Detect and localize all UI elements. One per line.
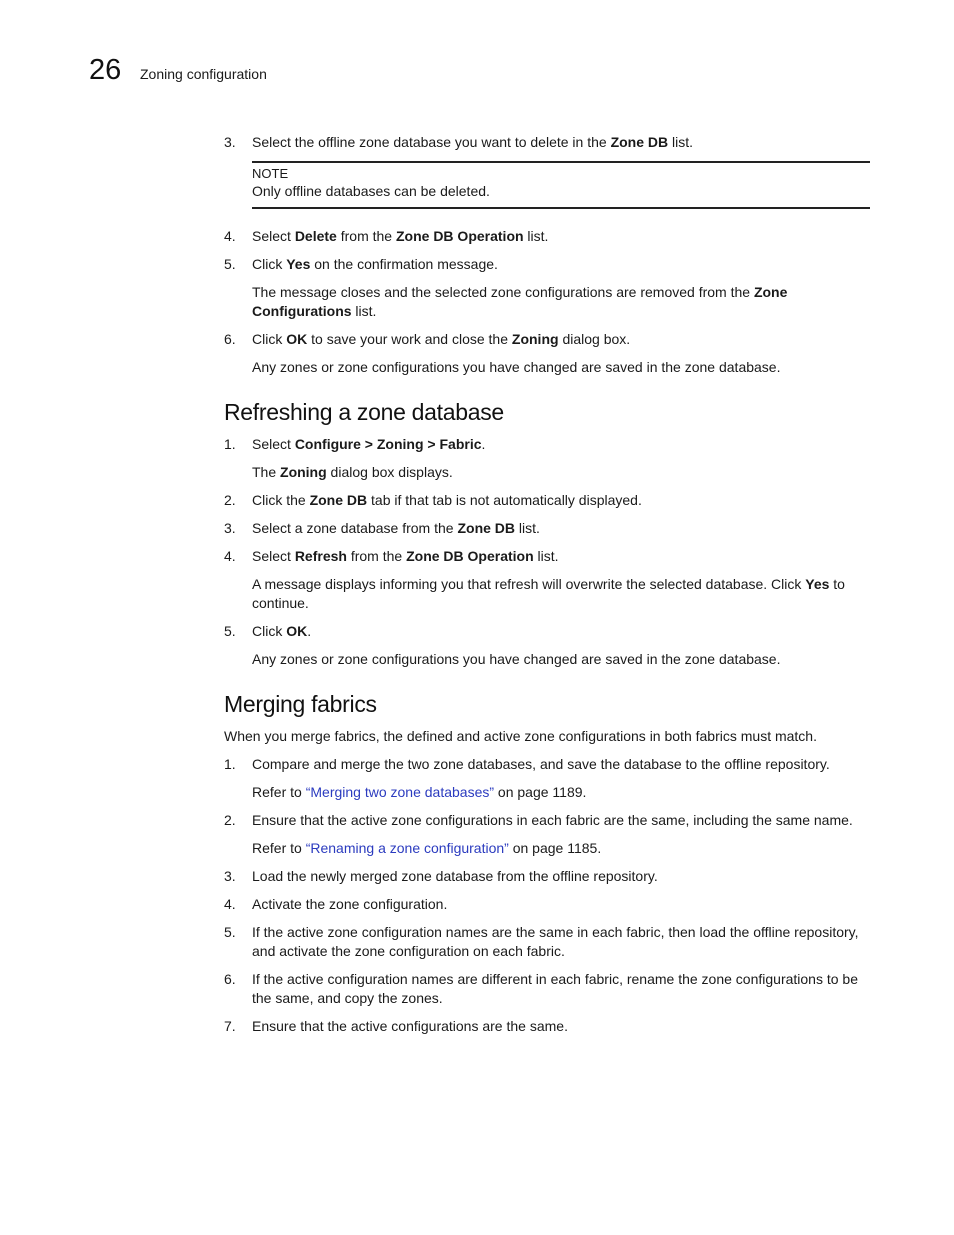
merge-step-5	[224, 923, 870, 961]
section-heading-refreshing: Refreshing a zone database	[224, 399, 504, 425]
merge-step-3	[224, 867, 870, 886]
delete-step-6	[224, 330, 870, 349]
step-text: list.	[533, 548, 559, 564]
note-label: NOTE	[252, 166, 289, 181]
ref-text: on page 1189.	[494, 784, 587, 800]
step-text: from the	[336, 228, 396, 244]
ui-term: Yes	[805, 576, 830, 592]
ui-term: Configure > Zoning > Fabric	[294, 436, 482, 452]
ui-term: Zoning	[280, 464, 327, 480]
step-text: Click the	[252, 492, 310, 508]
refresh-step-4	[224, 547, 870, 566]
step-number: 7.	[224, 1018, 236, 1034]
step-text: Select	[252, 228, 295, 244]
step-number: 4.	[224, 896, 236, 912]
delete-step-5-result	[224, 283, 870, 321]
refresh-step-1-result	[224, 463, 870, 482]
step-text: If the active configuration names are different in each fabric, rename the zone configurations to be the same, and copy the zones.	[252, 971, 858, 1006]
result-text: A message displays informing you that refresh will overwrite the selected database. Click	[252, 576, 806, 592]
ui-term: Zone Configurations	[252, 284, 788, 319]
ui-term: Zoning	[511, 331, 559, 347]
ui-term: Refresh	[294, 548, 347, 564]
step-text: from the	[346, 548, 407, 564]
merge-step-4	[224, 895, 870, 914]
step-text: Click	[252, 623, 287, 639]
step-text: Select	[252, 548, 295, 564]
step-text: list.	[523, 228, 549, 244]
chapter-number: 26	[89, 54, 122, 86]
step-text: to save your work and close the	[307, 331, 512, 347]
step-text: Ensure that the active zone configurations in each fabric are the same, including the same name.	[252, 812, 853, 828]
step-number: 2.	[224, 812, 236, 828]
ui-term: OK	[286, 331, 308, 347]
note-text: Only offline databases can be deleted.	[252, 183, 490, 199]
ui-term: Yes	[286, 256, 311, 272]
step-number: 1.	[224, 436, 236, 452]
ref-text: Refer to	[252, 840, 306, 856]
step-text: Compare and merge the two zone databases, and save the database to the offline repository.	[252, 756, 830, 772]
step-text: list.	[515, 520, 540, 536]
delete-step-5	[224, 255, 870, 274]
ref-text: Refer to	[252, 784, 306, 800]
ui-term: OK	[286, 623, 308, 639]
step-text: dialog box.	[558, 331, 631, 347]
section-heading-merging: Merging fabrics	[224, 691, 377, 717]
step-number: 5.	[224, 924, 236, 940]
result-text: The	[252, 464, 281, 480]
cross-reference-link[interactable]: “Renaming a zone configuration”	[305, 840, 509, 856]
ui-term: Zone DB	[309, 492, 368, 508]
step-number: 4.	[224, 548, 236, 564]
step-text: Click	[252, 331, 287, 347]
merge-step-1	[224, 755, 870, 774]
ui-term: Delete	[294, 228, 337, 244]
merge-step-2	[224, 811, 870, 830]
cross-reference-link[interactable]: “Merging two zone databases”	[305, 784, 495, 800]
merge-step-6	[224, 970, 870, 1008]
step-number: 1.	[224, 756, 236, 772]
merge-step-2-ref	[224, 839, 870, 858]
step-text: Activate the zone configuration.	[252, 896, 448, 912]
ui-term: Zone DB Operation	[395, 228, 524, 244]
ui-term: Zone DB Operation	[406, 548, 534, 564]
result-text: The message closes and the selected zone configurations are removed from the	[252, 284, 754, 300]
refresh-step-4-result	[224, 575, 870, 613]
step-text: Ensure that the active configurations are the same.	[252, 1018, 568, 1034]
ui-term: Zone DB	[610, 134, 669, 150]
merge-step-7	[224, 1017, 870, 1036]
step-text: on the confirmation message.	[310, 256, 498, 272]
refresh-step-3	[224, 519, 870, 538]
refresh-step-1	[224, 435, 870, 454]
refresh-step-2	[224, 491, 870, 510]
result-text: dialog box displays.	[326, 464, 453, 480]
step-number: 2.	[224, 492, 236, 508]
step-number: 6.	[224, 331, 236, 347]
step-text: Select a zone database from the	[252, 520, 458, 536]
page-content	[224, 133, 870, 1045]
step-text: Select	[252, 436, 295, 452]
ui-term: Zone DB	[457, 520, 516, 536]
delete-step-4	[224, 227, 870, 246]
chapter-title: Zoning configuration	[140, 66, 267, 82]
step-number: 3.	[224, 520, 236, 536]
step-text: Load the newly merged zone database from the offline repository.	[252, 868, 658, 884]
delete-step-3	[224, 133, 870, 152]
step-number: 4.	[224, 228, 236, 244]
result-text: list.	[351, 303, 377, 319]
step-text: tab if that tab is not automatically displayed.	[367, 492, 642, 508]
step-text: .	[307, 623, 312, 639]
result-text: to continue.	[252, 576, 845, 611]
step-text: Select the offline zone database you want to delete in the	[252, 134, 611, 150]
ref-text: on page 1185.	[508, 840, 602, 856]
note-box	[252, 161, 870, 209]
refresh-step-5	[224, 622, 870, 641]
step-text: Click	[252, 256, 287, 272]
step-number: 5.	[224, 623, 236, 639]
merge-step-1-ref	[224, 783, 870, 802]
step-text: If the active zone configuration names are the same in each fabric, then load the offline repository, and activate the zone configuration on each fabric.	[252, 924, 859, 959]
step-text: list.	[668, 134, 694, 150]
merge-intro: When you merge fabrics, the defined and active zone configurations in both fabrics must match.	[224, 728, 817, 744]
step-number: 3.	[224, 134, 236, 150]
step-number: 6.	[224, 971, 236, 987]
delete-step-6-result: Any zones or zone configurations you have changed are saved in the zone database.	[252, 359, 781, 375]
step-number: 3.	[224, 868, 236, 884]
step-text: .	[481, 436, 486, 452]
step-number: 5.	[224, 256, 236, 272]
refresh-step-5-result: Any zones or zone configurations you have changed are saved in the zone database.	[252, 651, 781, 667]
